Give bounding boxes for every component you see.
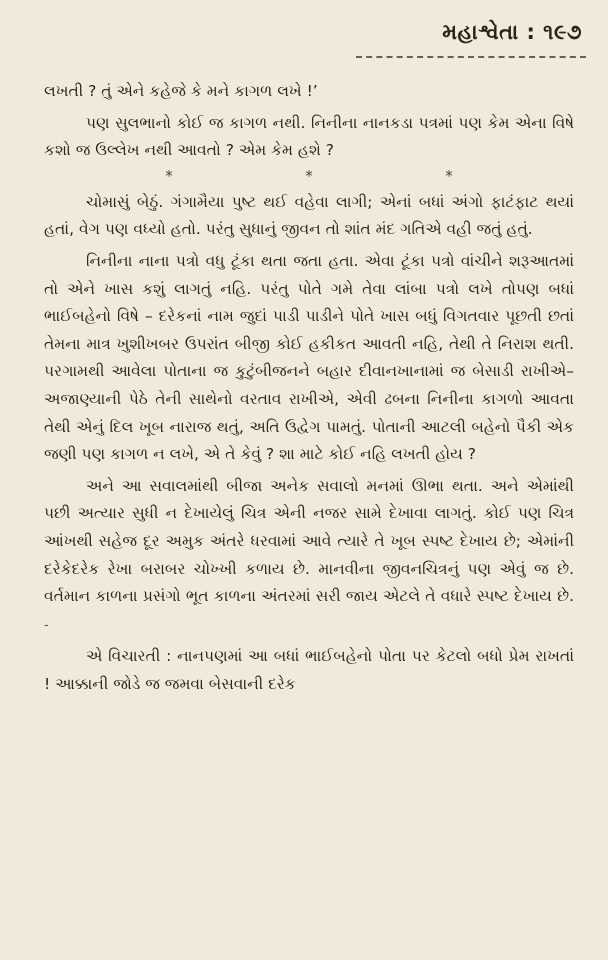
paragraph-5-text: અને આ સવાલમાંથી બીજા અનેક સવાલો મનમાં ઊભા થતા. અને એમાંથી પછી અત્યાર સુધી ન દેખાયેલું ચિત્ર એની નજર સામે દેખાવા લાગતું. કોઈ પણ ચિત્ર આંખથી સહેજ દૂર અમુક અંતરે ધરવામાં આવે ત્યારે તે ખૂબ સ્પષ્ટ દેખાય છે; એમાંની દરેકેદરેક રેખા બરાબર ચોખ્ખી કળાય છે. માનવીના જીવનચિત્રનું પણ એવું જ છે. વર્તમાન કાળના પ્રસંગો ભૂત કાળના અંતરમાં સરી જાય એટલે તે વધારે સ્પષ્ટ દેખાય છે. <box>44 476 574 606</box>
separator-star: * <box>305 166 313 185</box>
running-header: મહાશ્વેતા : ૧૯૭ <box>442 20 582 44</box>
header-rule <box>356 56 586 58</box>
separator-star: * <box>165 166 173 185</box>
paragraph-1: લખતી ? તું એને કહેજે કે મને કાગળ લખે !’ <box>44 82 318 100</box>
separator-star: * <box>445 166 453 185</box>
paragraph-2: પણ સુલભાનો કોઈ જ કાગળ નથી. નિનીના નાનકડા પત્રમાં પણ કેમ એના વિષે કશો જ ઉલ્લેખ નથી આવતો ? એમ કેમ હશે ? <box>44 113 574 160</box>
trailing-mark: - <box>44 617 49 633</box>
section-separator <box>99 165 519 187</box>
paragraph-4: નિનીના નાના પત્રો વધુ ટૂંકા થતા જતા હતા. એવા ટૂંકા પત્રો વાંચીને શરૂઆતમાં તો એને ખાસ કશું લાગતું નહિ. પરંતુ પોતે ગમે તેવા લાંબા પત્રો લખે તોપણ બધાં ભાઈબહેનો વિષે – દરેકનાં નામ જુદાં પાડી પાડીને પોતે ખાસ બધું વિગતવાર પૂછતી છતાં તેમના માત્ર ખુશીખબર ઉપરાંત બીજી કોઈ હકીકત આવતી નહિ, તેથી તે નિરાશ થતી. પરગામથી આવેલા પોતાના જ કુટુંબીજનને બહાર દીવાનખાનામાં જ બેસાડી રાખીએ–અજાણ્યાની પેઠે તેની સાથેનો વરતાવ રાખીએ, એવી ઢબના નિનીના કાગળો આવતા તેથી એનું દિલ ખૂબ નારાજ થતું, અતિ ઉદ્વેગ પામતું. પોતાની આટલી બહેનો પૈકી એક જણી પણ કાગળ ન લખે, એ તે કેવું ? શા માટે કોઈ નહિ લખતી હોય ? <box>44 251 574 464</box>
paragraph-5 <box>44 473 574 640</box>
paragraph-6: એ વિચારતી : નાનપણમાં આ બધાં ભાઈબહેનો પોતા પર કેટલો બધો પ્રેમ રાખતાં ! આક્કાની જોડે જ જમવા બેસવાની દરેક <box>44 647 574 693</box>
paragraph-3: ચોમાસું બેઠું. ગંગામૈયા પુષ્ટ થઈ વહેવા લાગી; એનાં બધાં અંગો ફાટંફાટ થયાં હતાં, વેગ પણ વધ્યો હતો. પરંતુ સુધાનું જીવન તો શાંત મંદ ગતિએ વહી જતું હતું. <box>44 192 574 239</box>
body-text <box>44 78 574 702</box>
